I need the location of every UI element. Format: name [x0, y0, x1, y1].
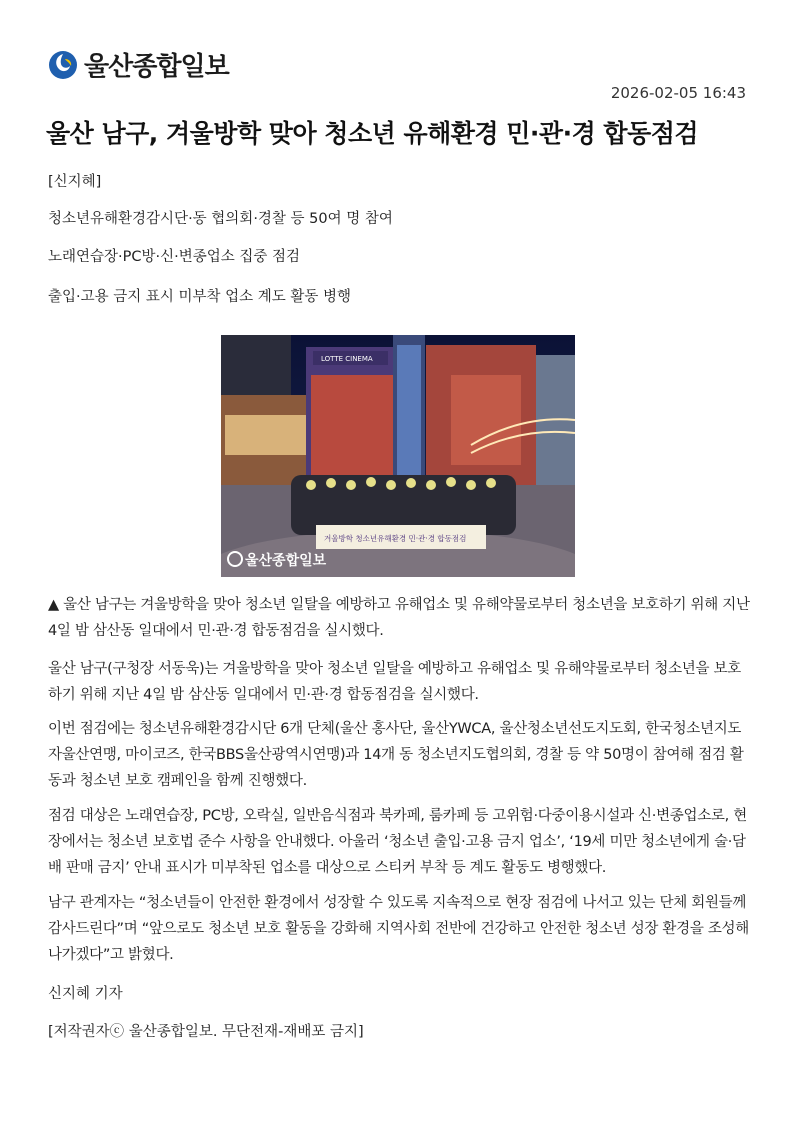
- article-subhead-2: 노래연습장·PC방·신·변종업소 집중 점검: [48, 249, 301, 265]
- photo-cinema-sign: LOTTE CINEMA: [321, 355, 373, 363]
- article-photo[interactable]: [221, 335, 575, 577]
- article-paragraph-4: 남구 관계자는 “청소년들이 안전한 환경에서 성장할 수 있도록 지속적으로 현장 점검에 나서고 있는 단체 회원들께 감사드린다”며 “앞으로도 청소년 보호 활동을 강화해 지역사회 전반에 건강하고 안전한 청소년 성장 환경을 조성해 나가겠다”고 밝혔다.: [48, 895, 749, 963]
- article-datetime: 2026-02-05 16:43: [610, 84, 746, 102]
- photo-watermark: 울산종합일보: [245, 553, 327, 569]
- article-reporter: 신지혜 기자: [48, 986, 123, 1002]
- article-copyright: [저작권자ⓒ 울산종합일보. 무단전재-재배포 금지]: [48, 1024, 364, 1040]
- photo-caption: ▲ 울산 남구는 겨울방학을 맞아 청소년 일탈을 예방하고 유해업소 및 유해약물로부터 청소년을 보호하기 위해 지난 4일 밤 삼산동 일대에서 민·관·경 합동점검을 실시했다.: [48, 597, 750, 639]
- article-byline: [신지혜]: [48, 174, 102, 190]
- photo-banner-text: 겨울방학 청소년유해환경 민·관·경 합동점검: [324, 534, 467, 543]
- site-logo[interactable]: [48, 46, 229, 83]
- article-paragraph-1: 울산 남구(구청장 서동욱)는 겨울방학을 맞아 청소년 일탈을 예방하고 유해업소 및 유해약물로부터 청소년을 보호하기 위해 지난 4일 밤 삼산동 일대에서 민·관·경 합동점검을 실시했다.: [48, 661, 741, 703]
- article-subhead-3: 출입·고용 금지 표시 미부착 업소 계도 활동 병행: [48, 289, 352, 305]
- photo-scene: [221, 335, 575, 577]
- article-paragraph-2: 이번 점검에는 청소년유해환경감시단 6개 단체(울산 홍사단, 울산YWCA, 울산청소년선도지도회, 한국청소년지도자울산연맹, 마이코즈, 한국BBS울산광역시연맹)과 14개 동 청소년지도협의회, 경찰 등 약 50명이 참여해 점검 활동과 청소년 보호 캠페인을 함께 진행했다.: [48, 721, 744, 789]
- logo-text: 울산종합일보: [84, 52, 229, 82]
- article-paragraph-3: 점검 대상은 노래연습장, PC방, 오락실, 일반음식점과 북카페, 룸카페 등 고위험·다중이용시설과 신·변종업소로, 현장에서는 청소년 보호법 준수 사항을 안내했다. 아울러 ‘청소년 출입·고용 금지 업소’, ‘19세 미만 청소년에게 술·담배 판매 금지’ 안내 표시가 미부착된 업소를 대상으로 스티커 부착 등 계도 활동도 병행했다.: [48, 808, 747, 876]
- article-subhead-1: 청소년유해환경감시단·동 협의회·경찰 등 50여 명 참여: [48, 211, 393, 227]
- logo-swirl-icon: [48, 50, 78, 80]
- article-headline: 울산 남구, 겨울방학 맞아 청소년 유해환경 민·관·경 합동점검: [46, 119, 699, 148]
